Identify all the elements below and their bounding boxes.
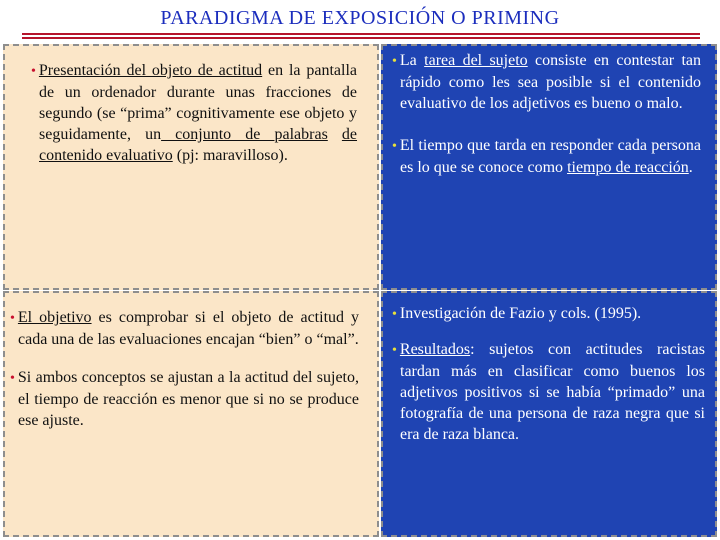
panel-bottom-right (381, 291, 717, 537)
paragraph-task (392, 50, 702, 114)
underlined-text: tiempo de reacción (567, 159, 689, 176)
underlined-text: Resultados (399, 341, 471, 358)
text-run: es comprobar si el objeto de actitud y cada una de las evaluaciones encajan “bien” o “mal”. (18, 309, 360, 348)
text-run: en la pantalla de un ordenador durante unas fracciones de segundo (se “prima” cognitivamente ese objeto y seguidamente, un (39, 62, 357, 143)
text-run: . (688, 159, 693, 176)
text-run: Si ambos conceptos se ajustan a la actitud del sujeto, el tiempo de reacción es menor que si no se produce ese ajuste. (17, 369, 359, 429)
title-divider-top (22, 33, 700, 35)
paragraph-fazio (392, 303, 705, 325)
panel-bottom-left (3, 291, 379, 537)
paragraph-reaction-time (392, 135, 701, 178)
paragraph-results (392, 339, 705, 445)
underlined-text: El objetivo (17, 309, 92, 326)
text-run: : sujetos con actitudes racistas tardan más en clasificar como buenos los adjetivos positivos si se había “primado” una fotografía de una persona de raza negra que si era de raza blanca. (400, 341, 705, 443)
bullet-icon: • (31, 64, 36, 79)
bullet-icon: • (10, 371, 15, 386)
underlined-text: conjunto de (161, 126, 275, 143)
underlined-text: palabras (274, 126, 328, 143)
bullet-icon: • (392, 139, 397, 154)
paragraph-objective (10, 307, 360, 350)
text-run: Investigación de Fazio y cols. (1995). (399, 305, 642, 322)
bullet-icon: • (392, 54, 397, 69)
paragraph-presentation (31, 60, 358, 166)
underlined-text: tarea del sujeto (424, 52, 528, 69)
underlined-text: Presentación del objeto de actitud (38, 62, 263, 79)
text-run: La (399, 52, 425, 69)
title-divider-bottom (22, 37, 700, 39)
paragraph-fit (10, 367, 359, 431)
page-title: PARADIGMA DE EXPOSICIÓN O PRIMING (160, 7, 560, 29)
panel-top-right (381, 44, 717, 290)
text-run: El tiempo que tarda en responder cada persona es lo que se conoce como (399, 137, 701, 176)
bullet-icon: • (392, 307, 397, 322)
text-run: (pj: maravilloso). (172, 147, 288, 164)
panel-top-left (3, 44, 379, 290)
text-run (328, 126, 342, 143)
underlined-text: de contenido evaluativo (39, 126, 358, 164)
bullet-icon: • (10, 311, 15, 326)
bullet-icon: • (392, 343, 397, 358)
text-run: consiste en contestar tan rápido como les sea posible si el contenido evaluativo de los adjetivos es bueno o malo. (400, 52, 702, 112)
